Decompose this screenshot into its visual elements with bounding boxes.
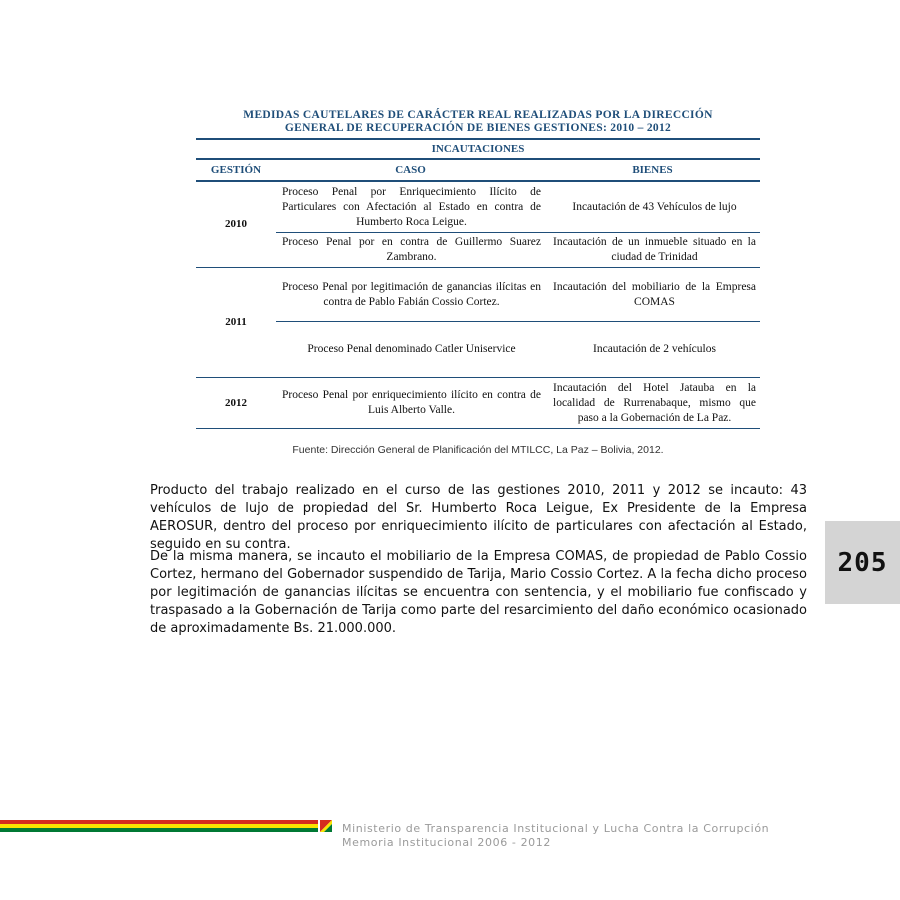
footer-ministry: Ministerio de Transparencia Institucional y Lucha Contra la Corrupción [342,822,770,835]
table-title-line2: GENERAL DE RECUPERACIÓN DE BIENES GESTIONES: 2010 – 2012 [284,122,672,134]
bienes-cell: Incautación de 2 vehículos [593,343,716,355]
bienes-cell: Incautación de 43 Vehículos de lujo [572,200,737,213]
bienes-cell: Incautación de un inmueble situado en la ciudad de Trinidad [553,236,756,263]
bienes-cell: Incautación del Hotel Jatauba en la localidad de Rurrenabaque, mismo que paso a la Gobernación de La Paz. [553,381,756,424]
bolivia-flag-icon [320,820,332,832]
header-gestion: GESTIÓN [210,164,262,176]
year-block-2011 [196,268,760,377]
caso-cell: Proceso Penal por Enriquecimiento Ilícito de Particulares con Afectación al Estado en contra de Humberto Roca Leigue. [282,185,541,228]
caso-cell: Proceso Penal por enriquecimiento ilícito en contra de Luis Alberto Valle. [282,389,541,416]
table-row [276,182,760,232]
footer-memoria: Memoria Institucional 2006 - 2012 [342,836,551,849]
year-cell: 2010 [225,218,247,230]
seizures-table [196,138,760,429]
table-source: Fuente: Dirección General de Planificación del MTILCC, La Paz – Bolivia, 2012. [292,444,664,456]
flag-stripes [0,820,318,832]
year-block-2010 [196,182,760,267]
year-cell: 2011 [225,316,247,328]
stripe-green [0,828,318,832]
body-paragraph-1: Producto del trabajo realizado en el curso de las gestiones 2010, 2011 y 2012 se incauto: 43 vehículos de lujo de propiedad del Sr. Humberto Roca Leigue, Ex Presidente de la Empresa AEROSUR, dentro del proceso por enriquecimiento ilícito de particulares con afectación al Estado, seguido en su contra. [150,483,807,552]
table-row [276,322,760,377]
header-caso: CASO [395,164,426,176]
table-title [196,109,760,135]
column-headers [196,160,760,180]
year-block-2012 [196,378,760,428]
caso-cell: Proceso Penal por legitimación de ganancias ilícitas en contra de Pablo Fabián Cossio Cortez. [282,280,541,308]
header-bienes: BIENES [632,164,673,176]
bienes-cell: Incautación del mobiliario de la Empresa COMAS [553,280,756,308]
table-title-line1: MEDIDAS CAUTELARES DE CARÁCTER REAL REALIZADAS POR LA DIRECCIÓN [243,109,713,121]
page-number: 205 [837,548,888,578]
table-row [276,378,760,428]
footer [342,822,769,850]
year-cell: 2012 [225,396,247,409]
table-row [276,233,760,267]
body-paragraph-2: De la misma manera, se incauto el mobiliario de la Empresa COMAS, de propiedad de Pablo Cossio Cortez, hermano del Gobernador suspendido de Tarija, Mario Cossio Cortez. A la fecha dicho proceso por legitimación de ganancias ilícitas se encuentra con sentencia, y el mobiliario fue confiscado y traspasado a la Gobernación de Tarija como parte del resarcimiento del daño económico ocasionado de aproximadamente Bs. 21.000.000. [150,549,807,636]
caso-cell: Proceso Penal por en contra de Guillermo Suarez Zambrano. [282,236,541,263]
table-row [276,268,760,321]
caso-cell: Proceso Penal denominado Catler Uniservice [307,343,516,355]
table-bottom-rule [196,428,760,429]
group-header: INCAUTACIONES [431,143,525,155]
